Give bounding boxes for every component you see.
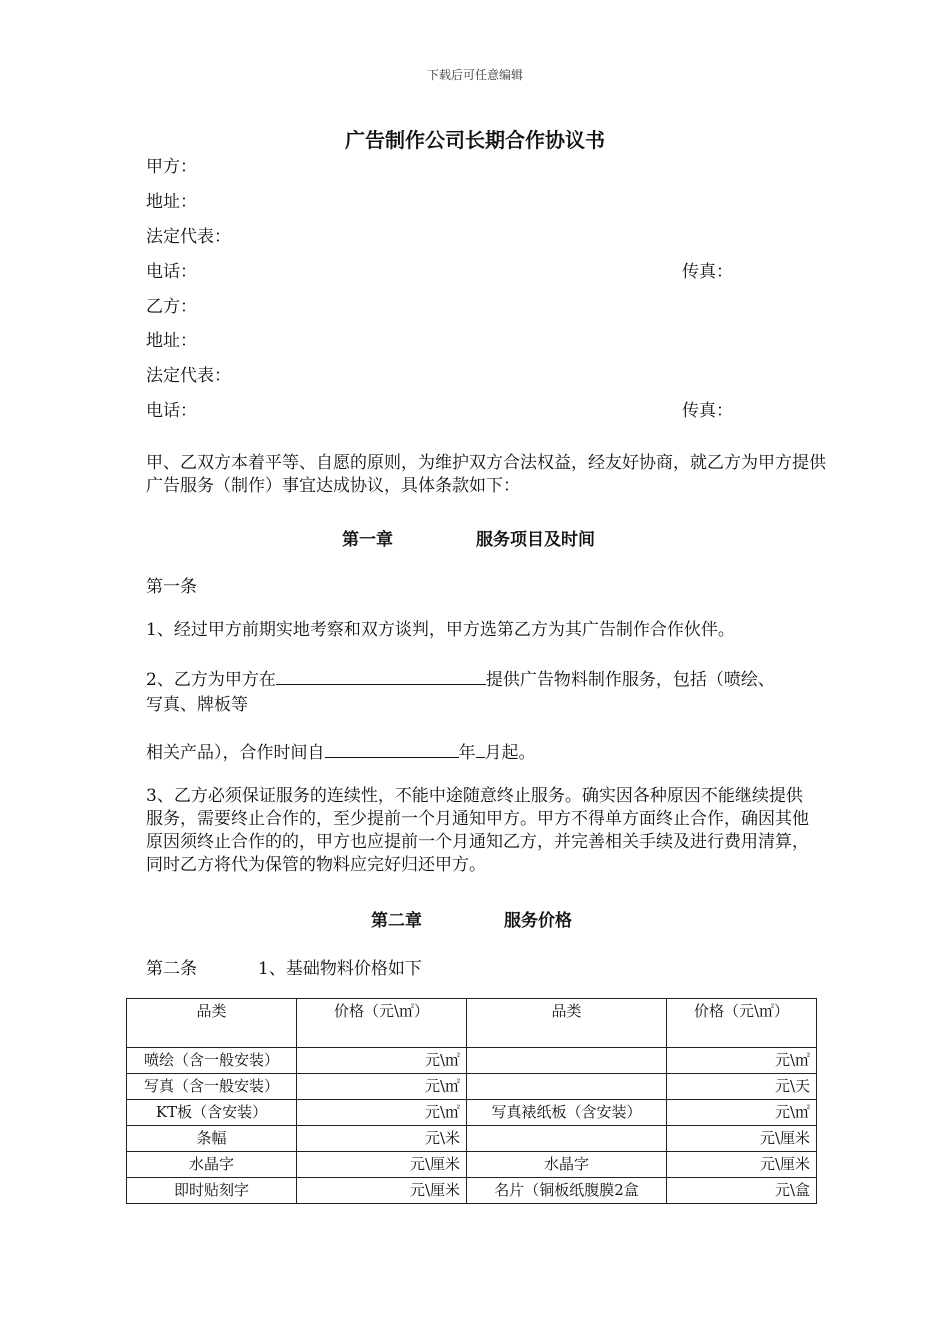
intro-paragraph: 甲、乙双方本着平等、自愿的原则，为维护双方合法权益，经友好协商，就乙方为甲方提供广告服务（制作）事宜达成协议，具体条款如下： [146,453,826,496]
article1-item3: 3、乙方必须保证服务的连续性，不能中途随意终止服务。确实因各种原因不能继续提供服务，需要终止合作的，至少提前一个月通知甲方。甲方不得单方面终止合作，确因其他原因须终止合作的的，甲方也应提前一个月通知乙方，并完善相关手续及进行费用清算，同时乙方将代为保管的物料应完好归还甲方。 [146,786,809,875]
party-b-fax-label: 传真： [682,401,733,421]
price-cell: 元\米 [297,1126,467,1152]
price-cell: 元\天 [667,1074,817,1100]
party-b-phone-label: 电话： [146,401,197,421]
header-price-1: 价格（元\㎡） [297,999,467,1048]
item2-text-f: 月起。 [484,743,536,763]
price-cell: 元\㎡ [297,1048,467,1074]
category-cell: 水晶字 [127,1152,297,1178]
price-cell: 元\盒 [667,1178,817,1204]
party-a-fax-label: 传真： [682,262,733,282]
table-row [127,1126,817,1152]
table-row [127,1100,817,1126]
chapter1-title: 服务项目及时间 [476,530,595,550]
price-cell: 元\厘米 [297,1178,467,1204]
party-b-address-label: 地址： [146,331,197,351]
table-header-row [127,999,817,1048]
price-table [126,998,817,1204]
category-cell: KT板（含安装） [127,1100,297,1126]
category-cell: 写真裱纸板（含安装） [467,1100,667,1126]
table-row [127,1178,817,1204]
document-title: 广告制作公司长期合作协议书 [345,128,605,152]
table-row [127,1074,817,1100]
header-category-1: 品类 [127,999,297,1048]
item2-text-a: 2、乙方为甲方在 [146,670,276,690]
start-month-blank [476,738,485,758]
article1-item2-line2 [146,738,536,763]
party-a-address-label: 地址： [146,192,197,212]
chapter2-number: 第二章 [371,911,422,931]
chapter2-title: 服务价格 [504,911,572,931]
table-row [127,1048,817,1074]
party-b-name-label: 乙方： [146,297,197,317]
price-cell: 元\㎡ [667,1100,817,1126]
price-cell: 元\厘米 [667,1152,817,1178]
item2-text-c: 写真、牌板等 [146,695,248,715]
price-cell: 元\㎡ [297,1074,467,1100]
category-cell [467,1074,667,1100]
category-cell [467,1048,667,1074]
item2-text-d: 相关产品），合作时间自 [146,743,325,763]
article2-text: 1、基础物料价格如下 [258,959,422,979]
header-category-2: 品类 [467,999,667,1048]
header-price-2: 价格（元\㎡） [667,999,817,1048]
category-cell: 写真（含一般安装） [127,1074,297,1100]
party-a-name-label: 甲方： [146,157,197,177]
category-cell: 即时贴刻字 [127,1178,297,1204]
category-cell: 水晶字 [467,1152,667,1178]
price-cell: 元\厘米 [667,1126,817,1152]
price-cell: 元\厘米 [297,1152,467,1178]
party-b-rep-label: 法定代表： [146,366,231,386]
category-cell: 条幅 [127,1126,297,1152]
item2-text-b: 提供广告物料制作服务，包括（喷绘、 [485,670,775,690]
party-a-rep-label: 法定代表： [146,227,231,247]
article2-label: 第二条 [146,959,197,979]
header-note: 下载后可任意编辑 [426,68,523,82]
category-cell [467,1126,667,1152]
item2-text-e: 年 [458,743,476,763]
article1-item2-line1 [146,665,775,690]
price-cell: 元\㎡ [297,1100,467,1126]
table-row [127,1152,817,1178]
category-cell: 名片（铜板纸腹膜2盒 [467,1178,667,1204]
party-a-phone-label: 电话： [146,262,197,282]
start-year-blank [325,738,459,758]
location-blank [276,665,486,685]
chapter1-number: 第一章 [342,530,393,550]
article1-label: 第一条 [146,577,197,597]
category-cell: 喷绘（含一般安装） [127,1048,297,1074]
price-cell: 元\㎡ [667,1048,817,1074]
article1-item1: 1、经过甲方前期实地考察和双方谈判，甲方选第乙方为其广告制作合作伙伴。 [146,620,735,640]
